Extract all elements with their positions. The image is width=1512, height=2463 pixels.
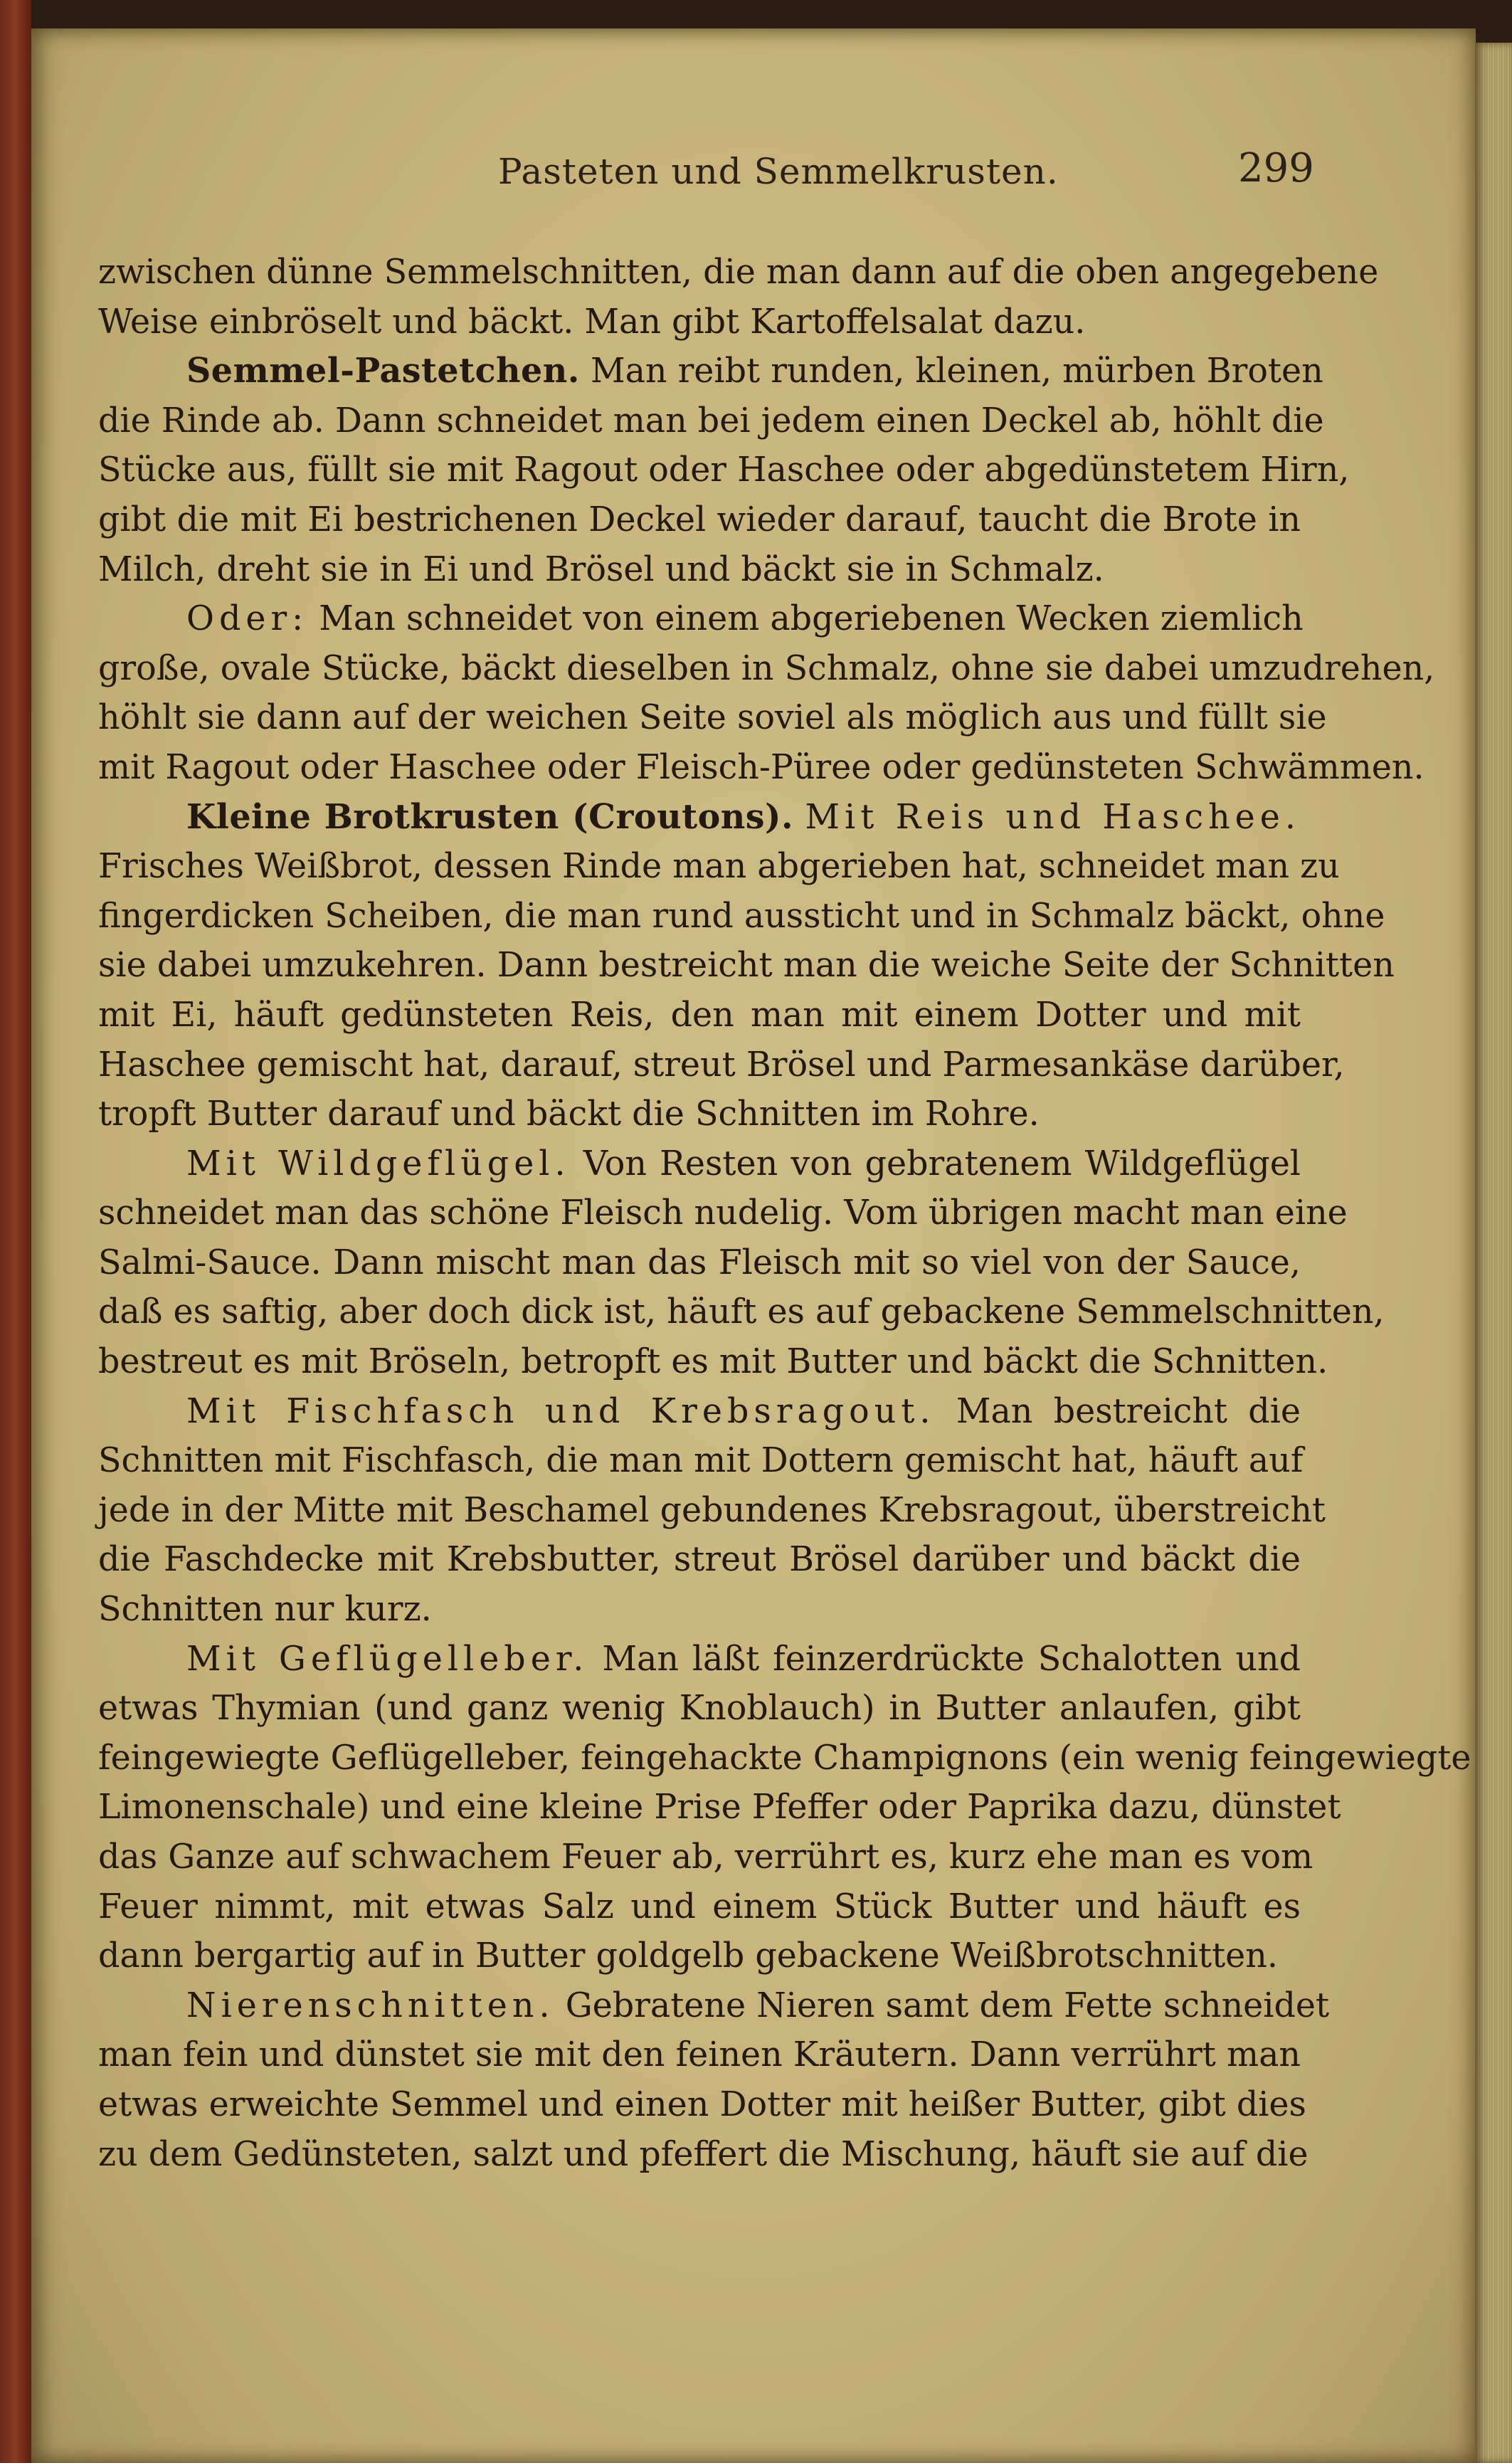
text-run: Salmi-Sauce. Dann mischt man das Fleisch mit so viel von der Sauce,	[98, 1243, 1301, 1282]
text-line	[98, 793, 1301, 843]
text-run: Haschee gemischt hat, darauf, streut Brösel und Parmesankäse darüber,	[98, 1045, 1345, 1085]
text-line	[98, 1188, 1348, 1238]
text-run: Milch, dreht sie in Ei und Brösel und bäckt sie in Schmalz.	[98, 549, 1104, 589]
text-line	[98, 1238, 1301, 1288]
text-line	[98, 248, 1379, 297]
text-line	[98, 297, 1301, 347]
text-run: Weise einbröselt und bäckt. Man gibt Kartoffelsalat dazu.	[98, 302, 1086, 342]
text-run: fingerdicken Scheiben, die man rund aussticht und in Schmalz bäckt, ohne	[98, 896, 1385, 936]
text-run: Limonenschale) und eine kleine Prise Pfeffer oder Paprika dazu, dünstet	[98, 1788, 1341, 1828]
text-run: Von Resten von gebratenem Wildgeflügel	[570, 1144, 1301, 1183]
text-line	[98, 1139, 1301, 1189]
text-line	[98, 545, 1301, 595]
page-number: 299	[1238, 145, 1314, 191]
text-run: Man läßt feinzerdrückte Schalotten und	[588, 1639, 1301, 1679]
text-line	[98, 991, 1301, 1040]
body-text	[98, 248, 1471, 2179]
text-run: Stücke aus, füllt sie mit Ragout oder Haschee oder abgedünstetem Hirn,	[98, 450, 1350, 490]
variant-heading: Oder:	[186, 599, 309, 639]
text-run: man fein und dünstet sie mit den feinen Kräutern. Dann verrührt man	[98, 2035, 1301, 2075]
text-line	[98, 1436, 1304, 1486]
text-run: tropft Butter darauf und bäckt die Schnitten im Rohre.	[98, 1095, 1040, 1134]
text-line	[98, 1387, 1301, 1437]
book-binding	[0, 0, 31, 2463]
recipe-heading: Kleine Brotkrusten (Croutons).	[186, 796, 794, 837]
text-line	[98, 941, 1395, 991]
text-line	[98, 644, 1435, 694]
text-run: die Faschdecke mit Krebsbutter, streut Brösel darüber und bäckt die	[98, 1540, 1301, 1580]
running-head: Pasteten und Semmelkrusten.	[498, 151, 1059, 192]
text-run: Schnitten nur kurz.	[98, 1590, 432, 1630]
text-run: Man schneidet von einem abgeriebenen Wecken ziemlich	[308, 599, 1304, 639]
text-line	[98, 1734, 1471, 1783]
text-run: zu dem Gedünsteten, salzt und pfeffert die Mischung, häuft sie auf die	[98, 2134, 1309, 2174]
page-edges	[1475, 43, 1512, 2463]
text-line	[98, 2030, 1301, 2080]
variant-heading: Mit Fischfasch und Krebsragout.	[186, 1391, 936, 1431]
text-run: mit Ei, häuft gedünsteten Reis, den man mit einem Dotter und mit	[98, 995, 1301, 1035]
text-line	[98, 1090, 1301, 1139]
text-run: dann bergartig auf in Butter goldgelb gebackene Weißbrotschnitten.	[98, 1936, 1278, 1976]
text-line	[98, 1287, 1385, 1337]
variant-heading: Mit Wildgeflügel.	[186, 1144, 571, 1183]
text-line	[98, 1337, 1328, 1387]
variant-heading: Mit Reis und Haschee.	[805, 797, 1301, 837]
text-line	[98, 1832, 1313, 1882]
text-run: gibt die mit Ei bestrichenen Deckel wieder darauf, taucht die Brote in	[98, 500, 1301, 539]
text-run: große, ovale Stücke, bäckt dieselben in Schmalz, ohne sie dabei umzudrehen,	[98, 648, 1435, 688]
text-run: zwischen dünne Semmelschnitten, die man dann auf die oben angegebene	[98, 253, 1379, 292]
text-run: etwas Thymian (und ganz wenig Knoblauch) in Butter anlaufen, gibt	[98, 1689, 1301, 1729]
text-line	[98, 2080, 1306, 2130]
text-line	[98, 1585, 1301, 1635]
text-line	[98, 1684, 1301, 1734]
text-run: die Rinde ab. Dann schneidet man bei jedem einen Deckel ab, höhlt die	[98, 401, 1324, 441]
text-line	[98, 1535, 1301, 1585]
text-line	[98, 1635, 1301, 1684]
text-line	[98, 743, 1424, 793]
text-run: etwas erweichte Semmel und einen Dotter mit heißer Butter, gibt dies	[98, 2084, 1306, 2124]
text-line	[98, 1882, 1301, 1932]
text-run: schneidet man das schöne Fleisch nudelig. Vom übrigen macht man eine	[98, 1193, 1348, 1233]
text-run: Feuer nimmt, mit etwas Salz und einem Stück Butter und häuft es	[98, 1887, 1301, 1926]
text-run: jede in der Mitte mit Beschamel gebundenes Krebsragout, überstreicht	[98, 1490, 1326, 1530]
text-line	[98, 594, 1304, 644]
variant-heading: Mit Geflügelleber.	[186, 1639, 589, 1679]
text-run: Man reibt runden, kleinen, mürben Broten	[579, 352, 1323, 391]
text-run: daß es saftig, aber doch dick ist, häuft es auf gebackene Semmelschnitten,	[98, 1292, 1385, 1332]
text-line	[98, 495, 1301, 545]
text-run: Schnitten mit Fischfasch, die man mit Dottern gemischt hat, häuft auf	[98, 1441, 1304, 1481]
text-line	[98, 842, 1340, 892]
text-line	[98, 445, 1350, 495]
text-line	[98, 1931, 1301, 1981]
text-run: bestreut es mit Bröseln, betropft es mit Butter und bäckt die Schnitten.	[98, 1342, 1328, 1382]
text-line	[98, 1486, 1326, 1536]
text-line	[98, 347, 1323, 396]
text-run: das Ganze auf schwachem Feuer ab, verrührt es, kurz ehe man es vom	[98, 1837, 1313, 1877]
text-run: feingewiegte Geflügelleber, feingehackte Champignons (ein wenig feingewiegte	[98, 1738, 1471, 1778]
text-run: Frisches Weißbrot, dessen Rinde man abgerieben hat, schneidet man zu	[98, 847, 1340, 887]
text-line	[98, 1783, 1341, 1832]
text-line	[98, 892, 1385, 942]
variant-heading: Nierenschnitten.	[186, 1985, 555, 2025]
text-run: sie dabei umzukehren. Dann bestreicht man die weiche Seite der Schnitten	[98, 946, 1395, 986]
text-line	[98, 2130, 1309, 2180]
text-line	[98, 396, 1324, 446]
text-line	[98, 1040, 1345, 1090]
text-run: Gebratene Nieren samt dem Fette schneidet	[554, 1985, 1330, 2025]
text-run: mit Ragout oder Haschee oder Fleisch-Püree oder gedünsteten Schwämmen.	[98, 747, 1424, 787]
text-line	[98, 1981, 1330, 2031]
text-run: Man bestreicht die	[935, 1391, 1301, 1431]
text-run: höhlt sie dann auf der weichen Seite soviel als möglich aus und füllt sie	[98, 698, 1327, 738]
text-run	[793, 798, 805, 837]
recipe-heading: Semmel-Pastetchen.	[186, 351, 580, 391]
text-line	[98, 693, 1327, 743]
